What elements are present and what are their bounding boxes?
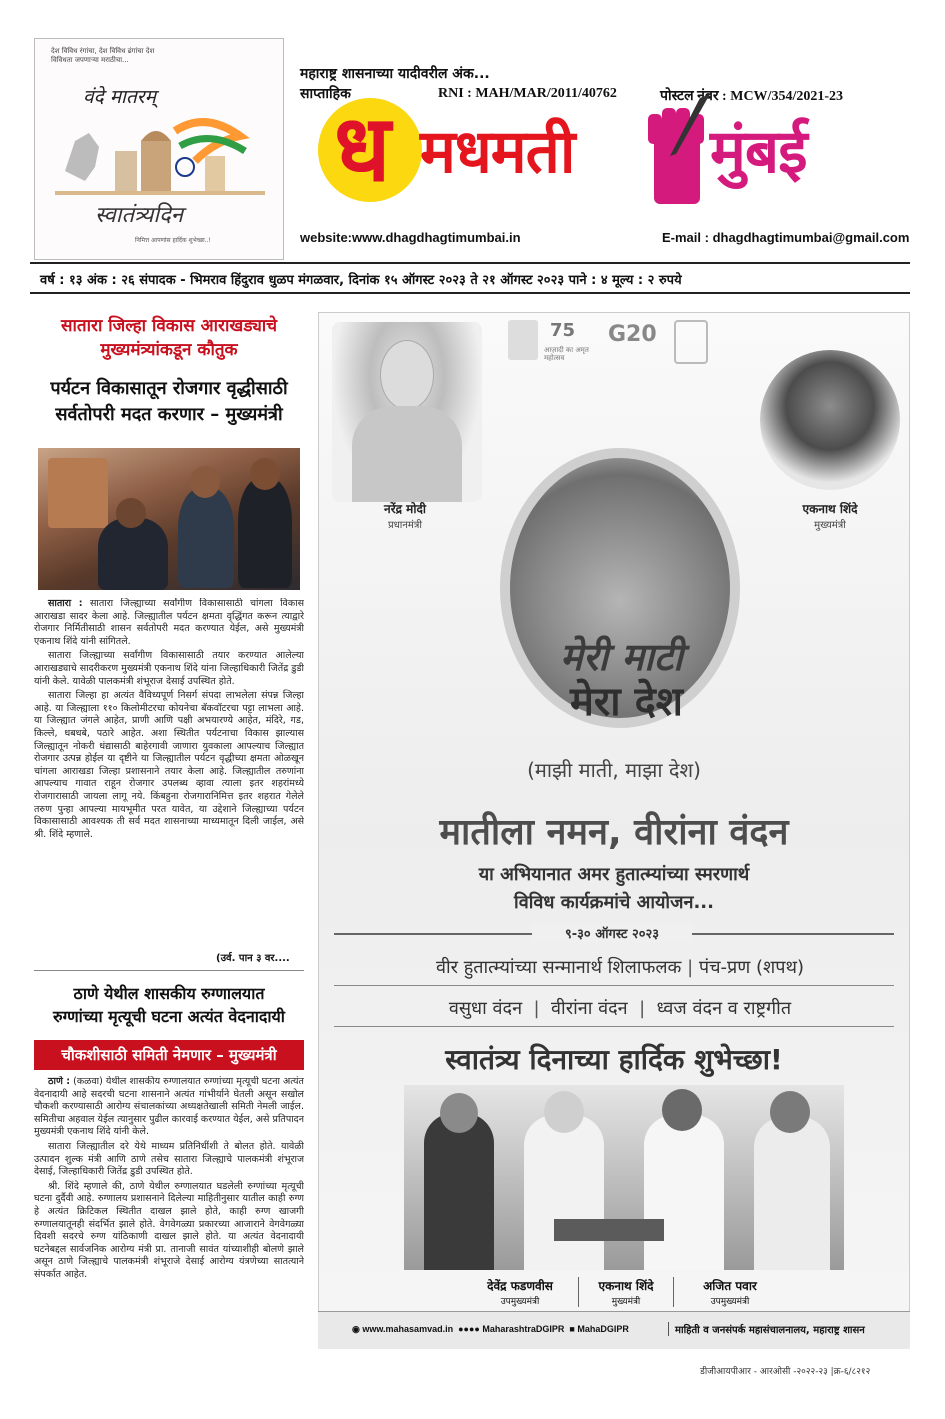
weekly-label: साप्ताहिक (300, 86, 351, 102)
leaders-group-photo (404, 1085, 844, 1270)
ad-vande-mataram: वंदे मातरम् (83, 86, 156, 108)
program-row-1: वीर हुतात्म्यांच्या सन्मानार्थ शिलाफलक | पंच-प्रण (शपथ) (435, 957, 805, 978)
modi-name: नरेंद्र मोदी (384, 502, 426, 516)
story1-kicker-line2: मुख्यमंत्र्यांकडून कौतुक (100, 340, 238, 360)
leader-shinde (578, 1277, 674, 1307)
campaign-line1: या अभियानात अमर हुतात्म्यांच्या स्मरणार्थ (478, 864, 750, 885)
footer-links (352, 1324, 629, 1335)
story2-paragraph: श्री. शिंदे म्हणाले की, ठाणे येथील रुग्णालयात घडलेली रुग्णांच्या मृत्यूची घटना दुर्दैवी आहे. रुग्णालय प्रशासनाने दिलेल्या माहितीनुसार यातील काही रुग्ण हे अत्यंत क्रिटिकल स्थितीत दाखल झाले होते, काही रुग्ण खाजगी रुग्णालयातूनही संदर्भित झाले होते. वेगवेगळ्या प्रकारच्या आजाराने वेगवेगळ्या दिवशी सदरचे रुग्ण यांठिकाणी दाखल झाले होते. या अत्यंत वेदनादायी घटनेबद्दल सार्वजनिक आरोग्य मंत्री प्रा. तानाजी सावंत यांच्याशीही बोलणे झाले असून ठाणे जिल्ह्याचे पालकमंत्री शंभूराजे देसाई आरोग्य यंत्रणेच्या सातत्याने संपर्कात आहेत. (34, 1180, 304, 1280)
divider (334, 985, 894, 986)
shinde2-role: मुख्यमंत्री (611, 1297, 641, 1307)
program-item: वीर हुतात्म्यांच्या सन्मानार्थ शिलाफलक (435, 957, 682, 978)
g20-logo: G20 (608, 322, 657, 347)
raised-fist-pen-icon (640, 94, 714, 208)
pawar-name: अजित पवार (703, 1279, 757, 1293)
ad-swatantryadin: स्वातंत्र्यदिन (95, 203, 184, 228)
maharashtra-seal-icon (674, 320, 708, 364)
story2-headline-line1: ठाणे येथील शासकीय रुग्णालयात (73, 984, 265, 1003)
story1-continuation[interactable]: (उर्व. पान ३ वर.... (210, 950, 290, 964)
release-number: डीजीआयपीआर - आरओसी -२०२२-२३ |क्र-६/८२१२ (700, 1367, 871, 1377)
story2-banner: चौकशीसाठी समिती नेमणार – मुख्यमंत्री (34, 1040, 304, 1070)
story1-headline (34, 376, 304, 428)
campaign-line2: विविध कार्यक्रमांचे आयोजन... (514, 892, 714, 913)
shinde-role: मुख्यमंत्री (814, 520, 846, 531)
story1-paragraph: सातारा जिल्ह्याच्या सर्वांगीण विकासासाठी तयार करण्यात आलेल्या आराखड्याचे सादरीकरण मुख्यमंत्री एकनाथ शिंदे यांना जिल्हाधिकारी जितेंद्र डुडी यांनी केले. यावेळी पालकमंत्री शंभूराज देसाई उपस्थित होते. (34, 650, 304, 687)
pawar-role: उपमुख्यमंत्री (710, 1297, 750, 1307)
national-emblem-icon (508, 320, 538, 360)
story1-paragraph: सातारा जिल्ह्याच्या सर्वांगीण विकासासाठी चांगला विकास आराखडा सादर केला आहे. जिल्ह्यातील पर्यटन क्षमता वृद्धिंगत करून त्याद्वारे रोजगार निर्मितीसाठी शासन सर्वतोपरी मदत करण्यात येईल, असे मुख्यमंत्री एकनाथ शिंदे यांनी सांगितले. (34, 598, 304, 647)
campaign-title-line1: मेरी माटी (560, 634, 683, 679)
divider (334, 1026, 894, 1027)
ad-greeting: निमित्त आपणांस हार्दिक शुभेच्छा..! (135, 237, 211, 244)
email-address[interactable]: E-mail : dhagdhagtimumbai@gmail.com (662, 230, 910, 245)
website-url[interactable]: website:www.dhagdhagtimumbai.in (300, 230, 521, 245)
story2-headline (34, 982, 304, 1028)
portrait-modi (332, 322, 482, 502)
divider (30, 262, 910, 264)
social-icons: ●●●● (458, 1324, 480, 1334)
story1-paragraph: सातारा जिल्हा हा अत्यंत वैविध्यपूर्ण निसर्ग संपदा लाभलेला संपन्न जिल्हा आहे. या जिल्ह्याला ११० किलोमीटरचा कोयनेचा बॅकवॉटरचा पट्टा लाभला आहे. या जिल्ह्यात जंगले आहेत, प्राणी आणि पक्षी अभयारण्ये आहेत, मंदिरे, गड, किल्ले, धबधबे, पठारे आहेत. अशा स्थितीत पर्यटनाचा विकास झाल्यास जिल्ह्यातून नोकरी धंद्यासाठी बाहेरगावी जाणारा युवकाला आपल्याच जिल्ह्यात रोजगार उत्पन्न होईल या दृष्टीने या जिल्ह्यातील पर्यटन वृद्धीच्या क्षमता ओळखून चांगला आराखडा जिल्हा प्रशासनाने तयार केला आहे. जिल्ह्यातील तरुणांना आपल्याच गावात राहून रोजगार उपलब्ध व्हावा त्याला इतर शहरांमध्ये रोजगारासाठी जायला लागू नये. किंबहुना रोजगारानिमित्त इतर शहरात गेलेले तरुण पुन्हा आपल्या मायभूमीत परत यावेत, या उद्देशाने जिल्ह्याच्या पर्यटन विकासासाठी आवश्यक ती सर्व मदत शासनाच्या माध्यमातून दिली जाईल, असे श्री. शिंदे म्हणाले. (34, 690, 304, 840)
divider (30, 292, 910, 294)
program-item: वसुधा वंदन (448, 998, 523, 1019)
rni-number: RNI : MAH/MAR/2011/40762 (438, 86, 617, 101)
independence-day-ad (34, 38, 284, 260)
story2-headline-line2: रुग्णांच्या मृत्यूची घटना अत्यंत वेदनादायी (53, 1007, 285, 1026)
portrait-shinde (760, 350, 900, 490)
story1-headline-line2: सर्वतोपरी मदत करणार – मुख्यमंत्री (55, 404, 283, 425)
independence-day-wishes: स्वातंत्र्य दिनाच्या हार्दिक शुभेच्छा! (445, 1043, 783, 1076)
globe-icon: ◉ (352, 1324, 360, 1334)
slogan: मातीला नमन, वीरांना वंदन (439, 812, 789, 853)
campaign-marathi: (माझी माती, माझा देश) (527, 758, 701, 782)
india-monuments-illustration (55, 111, 265, 201)
app-icon: ■ (569, 1324, 575, 1334)
logo-letter: ध (334, 94, 391, 202)
modi-role: प्रधानमंत्री (387, 520, 423, 531)
story1-kicker (34, 314, 304, 362)
campaign-title-line2: मेरा देश (570, 678, 684, 725)
issue-meta-line: वर्ष : १३ अंक : २६ संपादक - भिमराव हिंदुराव धुळप मंगळवार, दिनांक १५ ऑगस्ट २०२३ ते २१ ऑगस्ट २०२३ पाने : ४ मूल्य : २ रुपये (40, 273, 682, 288)
ad-top-text: देश विविध रंगांचा, देश विविध ढंगांचा देश विविधता जपणाऱ्या मराठीचा... (51, 47, 155, 64)
azadi-amrit-text: आज़ादी का अमृत महोत्सव (544, 346, 589, 362)
program-row-2: वसुधा वंदन | वीरांना वंदन | ध्वज वंदन व राष्ट्रगीत (448, 998, 792, 1019)
story2-dateline: ठाणे : (48, 1076, 71, 1087)
footer-social-handle[interactable]: MaharashtraDGIPR (482, 1324, 565, 1334)
divider (34, 970, 304, 971)
story1-headline-line1: पर्यटन विकासातून रोजगार वृद्धीसाठी (50, 378, 288, 399)
fadnavis-name: देवेंद्र फडणवीस (487, 1279, 553, 1293)
footer-department: माहिती व जनसंपर्क महासंचालनालय, महाराष्ट्र शासन (668, 1322, 865, 1336)
program-item: वीरांना वंदन (551, 998, 628, 1019)
logo-word-mumbai: मुंबई (710, 117, 807, 187)
campaign-dates: ९-३० ऑगस्ट २०२३ (532, 924, 692, 942)
story1-body (34, 598, 304, 962)
government-list-note: महाराष्ट्र शासनाच्या यादीवरील अंक... (300, 66, 490, 82)
fadnavis-role: उपमुख्यमंत्री (500, 1297, 540, 1307)
story1-dateline: सातारा : (48, 598, 83, 609)
footer-social-handle2[interactable]: MahaDGIPR (577, 1324, 629, 1334)
story2-body (34, 1076, 304, 1356)
story1-kicker-line1: सातारा जिल्हा विकास आराखड्याचे (61, 316, 277, 336)
azadi-75-logo: 75 (550, 320, 576, 341)
story2-paragraph: (कळवा) येथील शासकीय रुग्णालयात रुग्णांच्या मृत्यूची घटना अत्यंत वेदनादायी आहे सदरची घटना शासनाने अत्यंत गांभीर्याने घेतली असून सखोल चौकशी करण्यासाठी आरोग्य संचालकांच्या अध्यक्षतेखाली समिती नेमली जाईल. समितीचा अहवाल येईल त्यानुसार पुढील कारवाई करण्यात येईल, असे प्रतिपादन मुख्यमंत्री एकनाथ शिंदे यांनी केले. (34, 1076, 304, 1138)
story2-paragraph: सातारा जिल्ह्यातील दरे येथे माध्यम प्रतिनिधींशी ते बोलत होते. यावेळी उत्पादन शुल्क मंत्री आणि ठाणे तसेच सातारा जिल्ह्याचे पालकमंत्री शंभूराज देसाई, जिल्हाधिकारी जितेंद्र डुडी उपस्थित होते. (34, 1140, 304, 1178)
story1-photo (38, 448, 300, 590)
program-item: ध्वज वंदन व राष्ट्रगीत (656, 998, 792, 1019)
leader-pawar (680, 1277, 780, 1307)
postal-number: पोस्टल नंबर : MCW/354/2021-23 (660, 89, 843, 104)
logo-word-dhagdhagti: मधमती (420, 117, 575, 187)
shinde2-name: एकनाथ शिंदे (598, 1279, 654, 1293)
program-item: पंच-प्रण (शपथ) (698, 957, 805, 978)
shinde-name: एकनाथ शिंदे (802, 502, 858, 516)
footer-website[interactable]: www.mahasamvad.in (362, 1324, 454, 1334)
leader-fadnavis (470, 1277, 570, 1307)
